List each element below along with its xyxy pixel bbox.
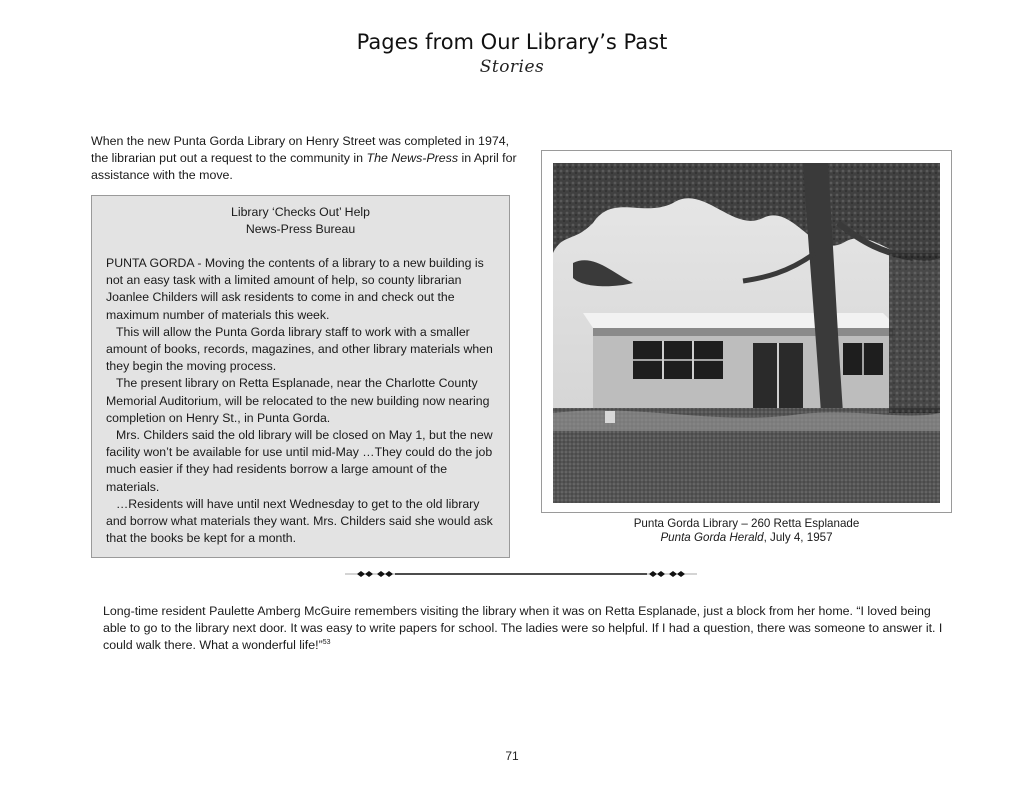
newspaper-clipping xyxy=(91,195,510,558)
library-photo-illustration xyxy=(553,163,940,503)
page-subtitle: Stories xyxy=(479,57,545,77)
page-title: Pages from Our Library’s Past xyxy=(356,30,668,54)
library-photo xyxy=(553,163,940,503)
closing-paragraph xyxy=(103,603,953,654)
clipping-body xyxy=(106,255,495,547)
photo-caption xyxy=(541,517,952,545)
intro-text-after: in April for assistance with the move. xyxy=(91,151,517,182)
footnote-marker: 53 xyxy=(322,638,331,646)
clipping-paragraph-2: This will allow the Punta Gorda library staff to work with a smaller amount of books, records, magazines, and other library materials when they begin the moving process. xyxy=(106,324,493,374)
caption-date: , July 4, 1957 xyxy=(763,531,833,544)
intro-source: The News-Press xyxy=(366,151,459,165)
photo-frame xyxy=(541,150,952,513)
closing-text: Long-time resident Paulette Amberg McGuire remembers visiting the library when it was on Retta Esplanade, just a block from her home. “I loved being able to go to the library next door. It was easy to write papers for school. The ladies were so helpful. If I had a question, there was someone to answer it. I could walk there. What a wonderful life!” xyxy=(103,604,943,652)
intro-paragraph xyxy=(91,133,521,184)
caption-line-1: Punta Gorda Library – 260 Retta Esplanade xyxy=(633,517,860,530)
divider-ornament-icon xyxy=(345,566,697,582)
caption-line-2 xyxy=(541,531,952,545)
ornamental-divider xyxy=(345,566,697,582)
clipping-paragraph-5: …Residents will have until next Wednesday to get to the old library and borrow what materials they want. Mrs. Childers said she would ask that the books be kept for a month. xyxy=(106,496,493,546)
clipping-paragraph-1: PUNTA GORDA - Moving the contents of a library to a new building is not an easy task with a limited amount of help, so county librarian Joanlee Childers will ask residents to come in and check out the maximum number of materials this week. xyxy=(106,256,484,322)
clipping-byline: News-Press Bureau xyxy=(245,222,356,236)
caption-source: Punta Gorda Herald xyxy=(660,531,764,544)
intro-text-before: When the new Punta Gorda Library on Henry Street was completed in 1974, the librarian put out a request to the community in xyxy=(91,134,510,165)
clipping-headline: Library ‘Checks Out’ Help xyxy=(231,205,370,219)
clipping-paragraph-3: The present library on Retta Esplanade, near the Charlotte County Memorial Auditorium, will be relocated to the new building now nearing completion on Henry St., in Punta Gorda. xyxy=(106,376,490,425)
page-number: 71 xyxy=(505,749,519,763)
clipping-paragraph-4: Mrs. Childers said the old library will be closed on May 1, but the new facility won’t be available for use until mid-May …They could do the job much easier if they had residents borrow a large amount of the materials. xyxy=(106,428,493,494)
